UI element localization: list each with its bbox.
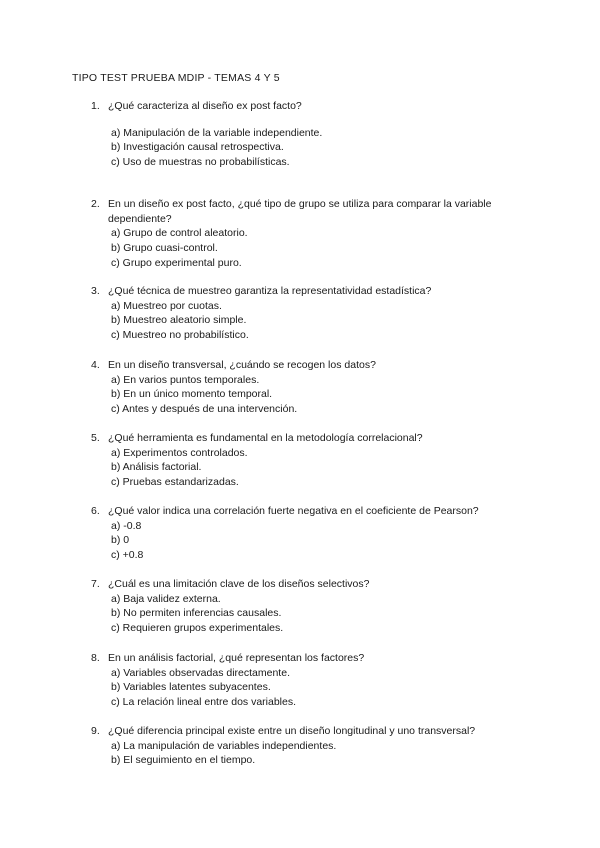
question-number: 7. bbox=[91, 578, 100, 590]
question-number: 5. bbox=[91, 432, 100, 444]
question-8 bbox=[91, 651, 531, 710]
options-list bbox=[111, 126, 531, 170]
option-b: b) Muestreo aleatorio simple. bbox=[111, 314, 247, 327]
question-number: 3. bbox=[91, 285, 100, 297]
question-1 bbox=[91, 99, 531, 170]
question-text: En un diseño ex post facto, ¿qué tipo de grupo se utiliza para comparar la variable dependiente? bbox=[108, 198, 492, 225]
options-list bbox=[111, 446, 531, 490]
question-number: 9. bbox=[91, 725, 100, 737]
question-6 bbox=[91, 504, 531, 563]
options-list bbox=[111, 739, 531, 769]
option-b: b) 0 bbox=[111, 534, 130, 547]
question-7 bbox=[91, 577, 531, 636]
page-title: TIPO TEST PRUEBA MDIP - TEMAS 4 Y 5 bbox=[72, 72, 280, 84]
option-c: c) Uso de muestras no probabilísticas. bbox=[111, 156, 290, 169]
option-a: a) Muestreo por cuotas. bbox=[111, 299, 222, 312]
options-list bbox=[111, 519, 531, 563]
question-text: En un diseño transversal, ¿cuándo se recogen los datos? bbox=[108, 359, 376, 371]
option-c: c) Antes y después de una intervención. bbox=[111, 403, 298, 416]
option-a: a) -0.8 bbox=[111, 519, 142, 532]
question-9 bbox=[91, 724, 531, 768]
options-list bbox=[111, 666, 531, 710]
option-c: c) +0.8 bbox=[111, 549, 144, 562]
question-text: ¿Qué herramienta es fundamental en la metodología correlacional? bbox=[108, 432, 423, 444]
option-a: a) Experimentos controlados. bbox=[111, 446, 248, 459]
question-text: ¿Qué valor indica una correlación fuerte negativa en el coeficiente de Pearson? bbox=[108, 505, 479, 517]
option-b: b) No permiten inferencias causales. bbox=[111, 607, 282, 620]
question-text: ¿Cuál es una limitación clave de los diseños selectivos? bbox=[108, 578, 370, 590]
option-b: b) El seguimiento en el tiempo. bbox=[111, 754, 256, 767]
question-number: 8. bbox=[91, 652, 100, 664]
question-2 bbox=[91, 197, 531, 270]
option-a: a) Baja validez externa. bbox=[111, 592, 221, 605]
option-c: c) Pruebas estandarizadas. bbox=[111, 476, 239, 489]
option-b: b) En un único momento temporal. bbox=[111, 388, 273, 401]
option-a: a) Variables observadas directamente. bbox=[111, 666, 290, 679]
question-text: ¿Qué caracteriza al diseño ex post facto? bbox=[108, 100, 302, 112]
options-list bbox=[111, 373, 531, 417]
option-a: a) Manipulación de la variable independiente. bbox=[111, 126, 323, 139]
question-number: 1. bbox=[91, 100, 100, 112]
option-a: a) Grupo de control aleatorio. bbox=[111, 227, 248, 239]
option-c: c) Muestreo no probabilístico. bbox=[111, 329, 249, 342]
question-5 bbox=[91, 431, 531, 490]
option-c: c) Requieren grupos experimentales. bbox=[111, 622, 284, 635]
question-text: En un análisis factorial, ¿qué representan los factores? bbox=[108, 652, 365, 664]
option-c: c) La relación lineal entre dos variables. bbox=[111, 696, 297, 709]
question-4 bbox=[91, 358, 531, 417]
option-b: b) Investigación causal retrospectiva. bbox=[111, 141, 284, 154]
option-b: b) Análisis factorial. bbox=[111, 461, 202, 474]
question-number: 2. bbox=[91, 198, 100, 210]
options-list bbox=[111, 592, 531, 636]
question-text: ¿Qué técnica de muestreo garantiza la representatividad estadística? bbox=[108, 285, 432, 297]
option-b: b) Grupo cuasi-control. bbox=[111, 241, 218, 254]
question-text: ¿Qué diferencia principal existe entre un diseño longitudinal y uno transversal? bbox=[108, 725, 476, 737]
option-c: c) Grupo experimental puro. bbox=[111, 256, 242, 269]
question-number: 4. bbox=[91, 359, 100, 371]
question-3 bbox=[91, 284, 531, 343]
option-b: b) Variables latentes subyacentes. bbox=[111, 681, 271, 694]
options-list bbox=[111, 226, 531, 270]
option-a: a) La manipulación de variables independientes. bbox=[111, 739, 337, 752]
option-a: a) En varios puntos temporales. bbox=[111, 373, 260, 386]
question-number: 6. bbox=[91, 505, 100, 517]
options-list bbox=[111, 299, 531, 343]
